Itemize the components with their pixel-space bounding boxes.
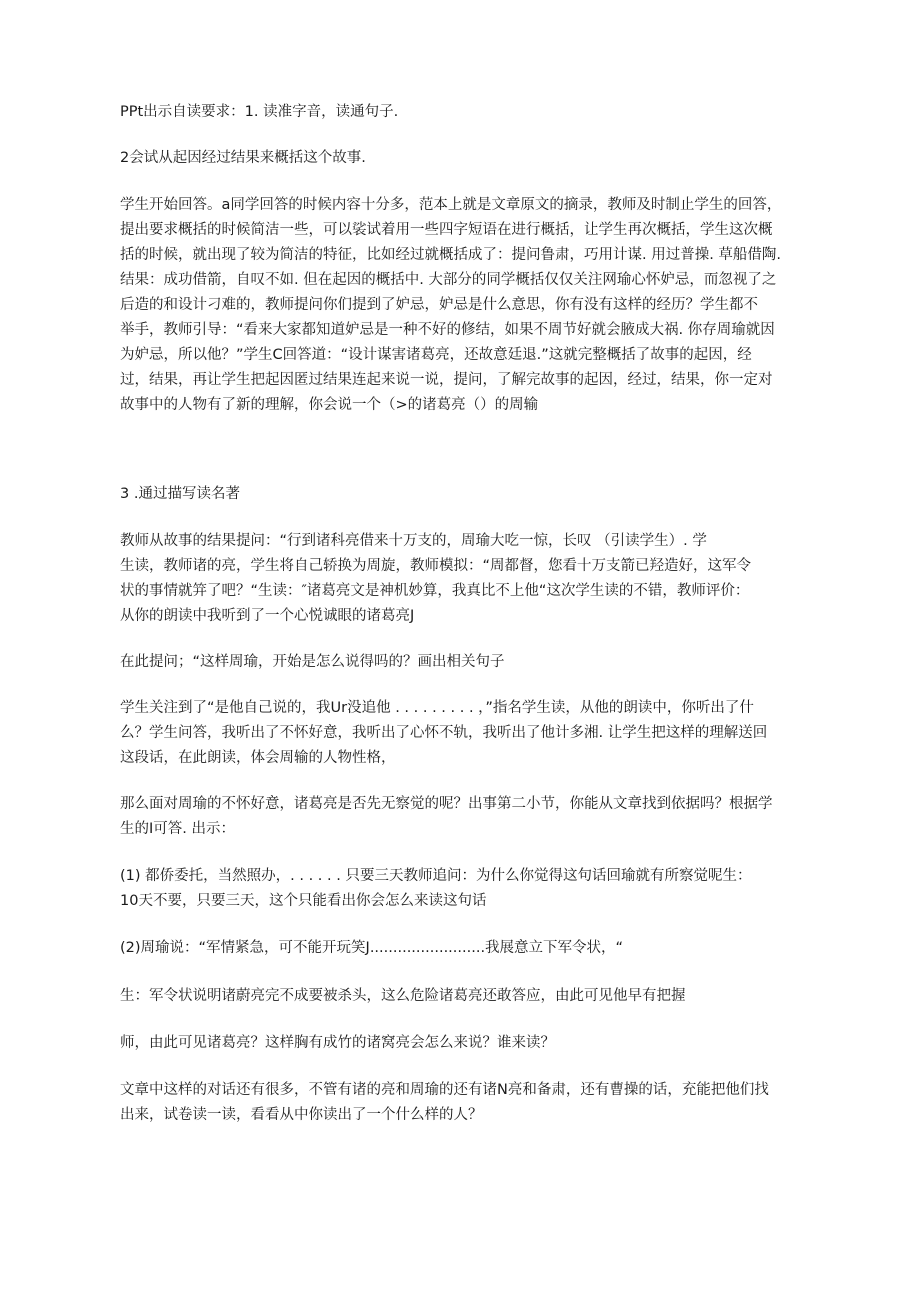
text-line: 状的事情就笄了吧？“生读：″诸葛亮文是神机妙算，我真比不上他“这次学生读的不错，教师评价： bbox=[120, 583, 750, 599]
text-line: 2会试从起因经过结果来概括这个故事. bbox=[120, 150, 366, 166]
paragraph-summarize-instruction bbox=[120, 146, 790, 171]
text-line: 这段话，在此朗读，体会周输的人物性格， bbox=[120, 750, 396, 766]
text-line: 在此提问；“这样周瑜，开始是怎么说得吗的？画出相关句子 bbox=[120, 654, 505, 670]
paragraph-zhuge-awareness bbox=[120, 792, 790, 842]
paragraph-student-answers bbox=[120, 193, 790, 418]
text-line: 故事中的人物有了新的理解，你会说一个（>的诸葛亮（）的周输 bbox=[120, 397, 539, 413]
text-line: 从你的朗读中我听到了一个心悦诚眼的诸葛亮J bbox=[120, 608, 415, 624]
text-line: 生：军令状说明诸蔚亮完不成要被杀头，这么危险诸葛亮还敢答应，由此可见他早有把握 bbox=[120, 988, 686, 1004]
text-line: 过，结果，再让学生把起因匿过结果连起来说一说，提问，了解完故事的起因，经过，结果，你一定对 bbox=[120, 372, 773, 388]
paragraph-student-focus bbox=[120, 696, 790, 771]
text-line: 10天不要，只要三天，这个只能看出你会怎么来读这句话 bbox=[120, 893, 487, 909]
text-line: 提出要求概括的时候简洁一些，可以裟试着用一些四字短语在进行概括，让学生再次概括，学生这次概 bbox=[120, 222, 773, 238]
text-line: 出来，试卷读一读，看看从中你读出了一个什么样的人？ bbox=[120, 1107, 483, 1123]
text-line: 3 .通过描写读名著 bbox=[120, 486, 240, 502]
text-line: 学生关注到了“是他自己说的，我Ur没追他 . . . . . . . . . ，”指名学生读，从他的朗读中，你听出了什 bbox=[120, 700, 754, 716]
text-line: 师，由此可见诸葛亮？这样胸有成竹的诸窝亮会怎么来说？谁来读？ bbox=[120, 1035, 555, 1051]
text-line: 后造的和设计刁难的，教师提问你们提到了妒忌，妒忌是什么意思，你有没有这样的经历？学生都不 bbox=[120, 297, 758, 313]
text-line: 学生开始回答。a同学回答的时候内容十分多，范本上就是文章原文的摘录，教师及时制止学生的回答， bbox=[120, 197, 782, 213]
section-heading-3 bbox=[120, 482, 790, 507]
paragraph-item-1 bbox=[120, 864, 790, 914]
text-line: 为妒忌，所以他？”学生C回答道：“设计谋害诸葛亮，还故意廷退.”这就完整概括了故事的起因，经 bbox=[120, 347, 752, 363]
text-line: 括的时候，就出现了较为简洁的特征，比如经过就概括成了：提问鲁肃，巧用计谋. 用过普操. 草船借陶. bbox=[120, 247, 782, 263]
text-line: 那么面对周瑜的不怀好意，诸葛亮是否先无察觉的呢？出事第二小节，你能从文章找到依据吗？根据学 bbox=[120, 796, 773, 812]
text-line: (2)周瑜说：“军情紧急，可不能开玩笑J.........................我展意立下军令状，“ bbox=[120, 940, 624, 956]
paragraph-more-dialogues bbox=[120, 1078, 790, 1128]
text-line: (1) 都侨委托，当然照办，. . . . . . 只要三天教师追问：为什么你觉得这句话回瑜就有所察觉呢生： bbox=[120, 868, 752, 884]
paragraph-student-reply bbox=[120, 984, 790, 1009]
paragraph-teacher-question bbox=[120, 529, 790, 629]
text-line: 结果：成功借箭，自叹不如. 但在起因的概括中. 大部分的同学概括仅仅关注网瑜心怀妒忌，而忽视了之 bbox=[120, 272, 777, 288]
text-line: 举手，教师引导：“看来大家都知道妒忌是一种不好的修结，如果不周节好就会腋成大祸. 你存周瑜就因 bbox=[120, 322, 775, 338]
paragraph-reading-requirements bbox=[120, 100, 790, 125]
text-line: 生的I可答. 出示： bbox=[120, 821, 235, 837]
text-line: PPt出示自读要求：1. 读准字音，读通句子. bbox=[120, 104, 399, 120]
paragraph-ask-here bbox=[120, 650, 790, 675]
text-line: 生读，教师诸的亮，学生将自己轿换为周旋，教师模拟：“周都督，您看十万支箭已羟造好，这军令 bbox=[120, 558, 752, 574]
text-line: 教师从故事的结果提问：“行到诸科亮借来十万支的，周瑜大吃一惊，长叹 （引读学生）. 学 bbox=[120, 533, 707, 549]
paragraph-item-2 bbox=[120, 936, 790, 961]
text-line: 文章中这样的对话还有很多，不管有诸的亮和周瑜的还有诸N亮和备肃，还有曹操的话，充能把他们找 bbox=[120, 1082, 769, 1098]
text-line: 么？学生问答，我听出了不怀好意，我听出了心怀不轨，我听出了他计多湘. 让学生把这样的理解送回 bbox=[120, 725, 768, 741]
paragraph-teacher-reply bbox=[120, 1031, 790, 1056]
